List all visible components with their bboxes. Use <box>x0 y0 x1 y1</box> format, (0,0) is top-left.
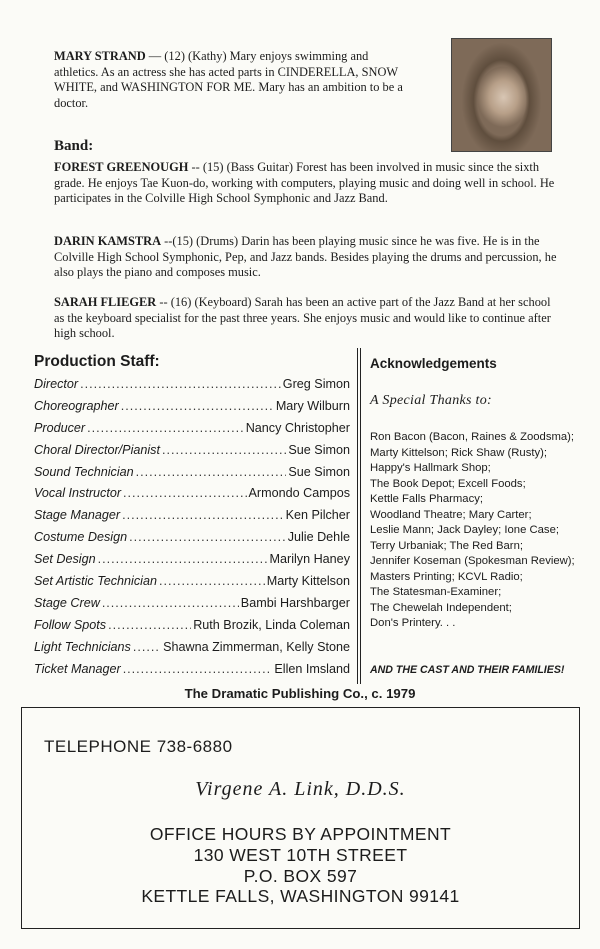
band-heading: Band: <box>54 138 94 154</box>
staff-name: Ruth Brozik, Linda Coleman <box>193 617 350 632</box>
staff-role: Sound Technician <box>34 464 134 479</box>
ad-address-block <box>22 824 579 907</box>
leader-dots <box>122 508 283 522</box>
bio-text: (15) (Drums) Darin has been playing music since he was five. He is in the Colville High School Symphonic, Pep, and Jazz bands. Besides playing the drums and percussion, he also plays the piano and composes music. <box>54 234 557 280</box>
ad-office-hours: OFFICE HOURS BY APPOINTMENT <box>149 824 452 844</box>
staff-role: Costume Design <box>34 530 128 545</box>
staff-role: Light Technicians <box>34 639 131 654</box>
leader-dots <box>98 552 268 566</box>
ack-line: Masters Printing; KCVL Radio; <box>370 570 523 583</box>
bio-name: DARIN KAMSTRA <box>54 234 162 248</box>
bio-text: (16) (Keyboard) Sarah has been an active part of the Jazz Band at her school as the keyboard specialist for the past three years. She enjoys music and would like to continue after high school. <box>54 295 551 341</box>
staff-role: Stage Crew <box>34 595 100 610</box>
special-thanks-label: A Special Thanks to: <box>370 393 493 408</box>
staff-row <box>34 574 350 596</box>
staff-name: Marty Kittelson <box>266 574 350 589</box>
leader-dots <box>80 377 281 391</box>
staff-row <box>34 618 350 640</box>
ack-line: Happy's Hallmark Shop; <box>370 462 491 474</box>
bio-separator: -- <box>156 295 171 309</box>
ad-street: 130 WEST 10TH STREET <box>193 844 408 865</box>
staff-role: Producer <box>34 420 86 435</box>
leader-dots <box>123 486 246 500</box>
staff-role: Ticket Manager <box>34 661 121 676</box>
staff-name: Armondo Campos <box>248 486 350 501</box>
production-staff-heading: Production Staff: <box>34 353 160 370</box>
staff-row <box>34 596 350 618</box>
column-divider <box>357 348 361 684</box>
bio-separator: -- <box>161 234 173 248</box>
ack-line: Leslie Mann; Jack Dayley; Ione Case; <box>370 524 560 536</box>
staff-name: Greg Simon <box>282 377 350 391</box>
staff-row <box>34 377 350 399</box>
ack-line: Terry Urbaniak; The Red Barn; <box>370 539 523 552</box>
staff-name: Julie Dehle <box>287 530 350 545</box>
leader-dots <box>108 618 191 632</box>
leader-dots <box>159 574 265 588</box>
staff-name: Bambi Harshbarger <box>240 595 350 610</box>
staff-name: Sue Simon <box>288 442 350 457</box>
staff-row <box>34 465 350 487</box>
leader-dots <box>123 662 273 676</box>
staff-row <box>34 552 350 574</box>
bio-name: SARAH FLIEGER <box>54 295 157 309</box>
staff-name: Sue Simon <box>288 464 350 479</box>
staff-name: Shawna Zimmerman, Kelly Stone <box>163 639 350 654</box>
staff-row <box>34 486 350 508</box>
leader-dots <box>129 530 286 544</box>
staff-role: Director <box>34 377 79 391</box>
cast-families-thanks: AND THE CAST AND THEIR FAMILIES! <box>370 664 565 676</box>
ack-line: Ron Bacon (Bacon, Raines & Zoodsma); <box>370 431 575 443</box>
staff-role: Choreographer <box>34 398 119 413</box>
leader-dots <box>162 443 286 457</box>
staff-row <box>34 530 350 552</box>
bio-name: FOREST GREENOUGH <box>54 160 189 174</box>
staff-row <box>34 662 350 684</box>
staff-role: Set Design <box>34 552 96 567</box>
acknowledgements-heading: Acknowledgements <box>370 356 497 371</box>
cast-photo <box>451 38 552 152</box>
staff-row <box>34 421 350 443</box>
ack-line: Woodland Theatre; Mary Carter; <box>370 508 532 521</box>
staff-role: Set Artistic Technician <box>34 574 157 589</box>
ack-line: The Chewelah Independent; <box>370 601 512 614</box>
ack-line: The Statesman-Examiner; <box>370 586 502 598</box>
leader-dots <box>121 399 274 413</box>
staff-name: Mary Wilburn <box>275 398 350 413</box>
staff-name: Nancy Christopher <box>245 420 350 435</box>
staff-name: Marilyn Haney <box>269 552 350 567</box>
bio-separator: -- <box>188 160 203 174</box>
ack-line: Kettle Falls Pharmacy; <box>370 493 484 505</box>
ad-telephone: TELEPHONE 738-6880 <box>44 737 233 756</box>
bio-text: (12) (Kathy) Mary enjoys swimming and athletics. As an actress she has acted parts in CINDERELLA, SNOW WHITE, and WASHINGTON FOR ME. Mary has an ambition to be a doctor. <box>54 49 403 110</box>
bio-mary-strand <box>54 49 404 111</box>
staff-row <box>34 640 350 662</box>
leader-dots <box>136 465 287 479</box>
ad-signature-name: Virgene A. Link, D.D.S. <box>195 778 406 800</box>
ack-line: Marty Kittelson; Rick Shaw (Rusty); <box>370 446 548 459</box>
bio-darin-kamstra <box>54 234 560 281</box>
staff-name: Ellen Imsland <box>274 661 350 676</box>
ack-line: Jennifer Koseman (Spokesman Review); <box>370 555 575 567</box>
dentist-advertisement <box>21 707 580 929</box>
staff-role: Choral Director/Pianist <box>34 442 160 457</box>
photo-shading <box>452 39 551 151</box>
publisher-credit: The Dramatic Publishing Co., c. 1979 <box>184 686 416 701</box>
bio-text: (15) (Bass Guitar) Forest has been involved in music since the sixth grade. He enjoys Tae Kuon-do, working with computers, playing music and doing well in school. He participates in the Colville High School Symphonic and Jazz Band. <box>54 160 555 206</box>
leader-dots <box>102 596 239 610</box>
staff-row <box>34 443 350 465</box>
leader-dots <box>87 421 244 435</box>
staff-role: Follow Spots <box>34 617 107 632</box>
staff-row <box>34 508 350 530</box>
bio-forest-greenough <box>54 160 560 207</box>
ack-line: Don's Printery. . . <box>370 617 456 629</box>
ad-po-box: P.O. BOX 597 <box>243 865 358 886</box>
ack-line: The Book Depot; Excell Foods; <box>370 477 526 490</box>
staff-role: Vocal Instructor <box>34 486 122 501</box>
production-staff-list <box>34 377 350 683</box>
ad-city-state: KETTLE FALLS, WASHINGTON 99141 <box>141 886 460 907</box>
bio-name: MARY STRAND <box>54 49 146 63</box>
staff-role: Stage Manager <box>34 508 121 523</box>
leader-dots <box>133 640 161 654</box>
staff-row <box>34 399 350 421</box>
bio-separator: — <box>145 49 165 63</box>
staff-name: Ken Pilcher <box>285 508 350 523</box>
bio-sarah-flieger <box>54 295 560 342</box>
acknowledgements-list <box>370 430 596 632</box>
